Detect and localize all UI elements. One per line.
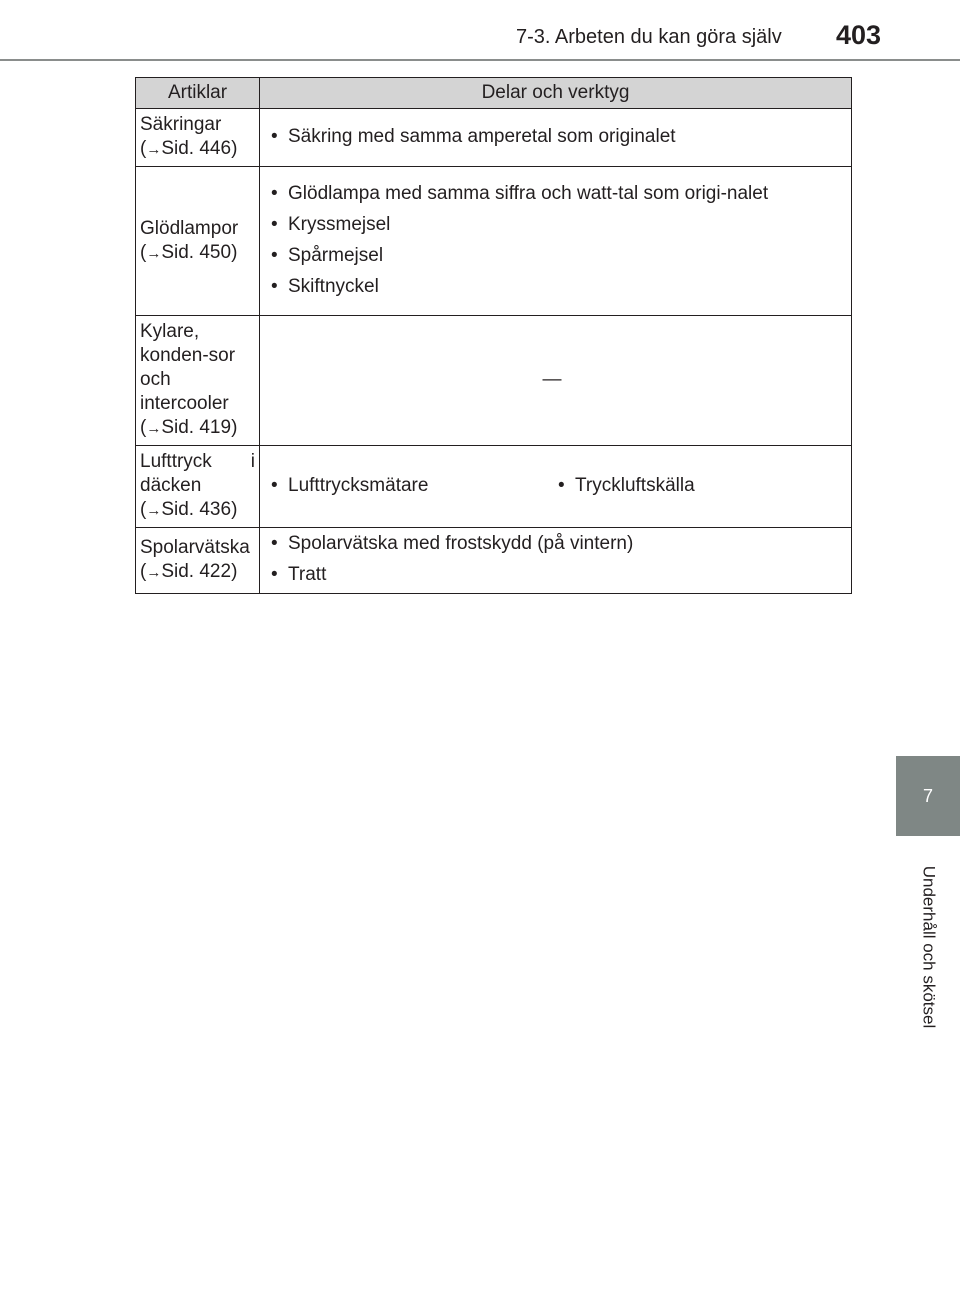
- tools-cell: [260, 316, 852, 446]
- no-tools-dash: —: [542, 368, 562, 390]
- item-cell: [136, 109, 260, 167]
- tool-item: • Skiftnyckel: [265, 275, 839, 299]
- table-row: [136, 167, 852, 316]
- arrow-right-icon: →: [146, 564, 162, 581]
- page-reference: Sid. 436: [161, 499, 232, 520]
- tools-cell: [260, 446, 852, 528]
- chapter-number: 7: [922, 785, 933, 806]
- tool-item: • Säkring med samma amperetal som originalet: [265, 125, 839, 149]
- tools-two-column: [265, 474, 839, 498]
- tools-cell: [260, 109, 852, 167]
- item-cell: [136, 446, 260, 528]
- item-reference[interactable]: (→Sid. 436): [140, 499, 238, 520]
- tool-item: • Tratt: [265, 563, 839, 587]
- tool-item: • Spårmejsel: [265, 244, 839, 268]
- chapter-label-text: Underhåll och skötsel: [919, 865, 938, 1029]
- table-row: [136, 528, 852, 594]
- chapter-label: [896, 842, 960, 1052]
- page-reference: Sid. 446: [161, 138, 232, 159]
- column-header-tools: Delar och verktyg: [260, 78, 852, 109]
- tool-item: • Spolarvätska med frostskydd (på vintern): [265, 532, 839, 556]
- item-reference[interactable]: (→Sid. 422): [140, 561, 238, 582]
- item-reference[interactable]: (→Sid. 419): [140, 417, 238, 438]
- item-name: Lufttryck i däcken: [140, 451, 255, 496]
- table-row: [136, 316, 852, 446]
- header-divider: [0, 59, 960, 61]
- item-cell: [136, 528, 260, 594]
- arrow-right-icon: →: [146, 244, 162, 262]
- tools-cell: [260, 167, 852, 316]
- chapter-tab[interactable]: [896, 756, 960, 836]
- tool-item: • Lufttrycksmätare: [265, 474, 552, 498]
- column-header-items: Artiklar: [136, 78, 260, 109]
- parts-table: [135, 77, 852, 594]
- tool-item: • Tryckluftskälla: [552, 474, 839, 498]
- section-title: 7-3. Arbeten du kan göra själv: [516, 26, 782, 48]
- item-name: Glödlampor: [140, 217, 239, 239]
- page-reference: Sid. 422: [161, 561, 232, 582]
- item-reference[interactable]: (→Sid. 450): [140, 241, 238, 263]
- table-row: [136, 109, 852, 167]
- table-header-row: [136, 78, 852, 109]
- table-row: [136, 446, 852, 528]
- arrow-right-icon: →: [146, 502, 162, 519]
- page-reference: Sid. 450: [161, 241, 232, 263]
- item-name: Säkringar: [140, 114, 222, 135]
- item-cell: [136, 167, 260, 316]
- page-number: 403: [836, 20, 882, 50]
- item-name: Spolarvätska: [140, 537, 250, 558]
- page-reference: Sid. 419: [161, 417, 232, 438]
- item-reference[interactable]: (→Sid. 446): [140, 138, 238, 159]
- item-name: Kylare, konden-sor och intercooler: [140, 321, 236, 414]
- tool-item: • Kryssmejsel: [265, 213, 839, 237]
- arrow-right-icon: →: [146, 141, 162, 158]
- tools-cell: [260, 528, 852, 594]
- item-cell: [136, 316, 260, 446]
- tool-item: • Glödlampa med samma siffra och watt-tal som origi-nalet: [265, 182, 839, 206]
- arrow-right-icon: →: [146, 420, 162, 437]
